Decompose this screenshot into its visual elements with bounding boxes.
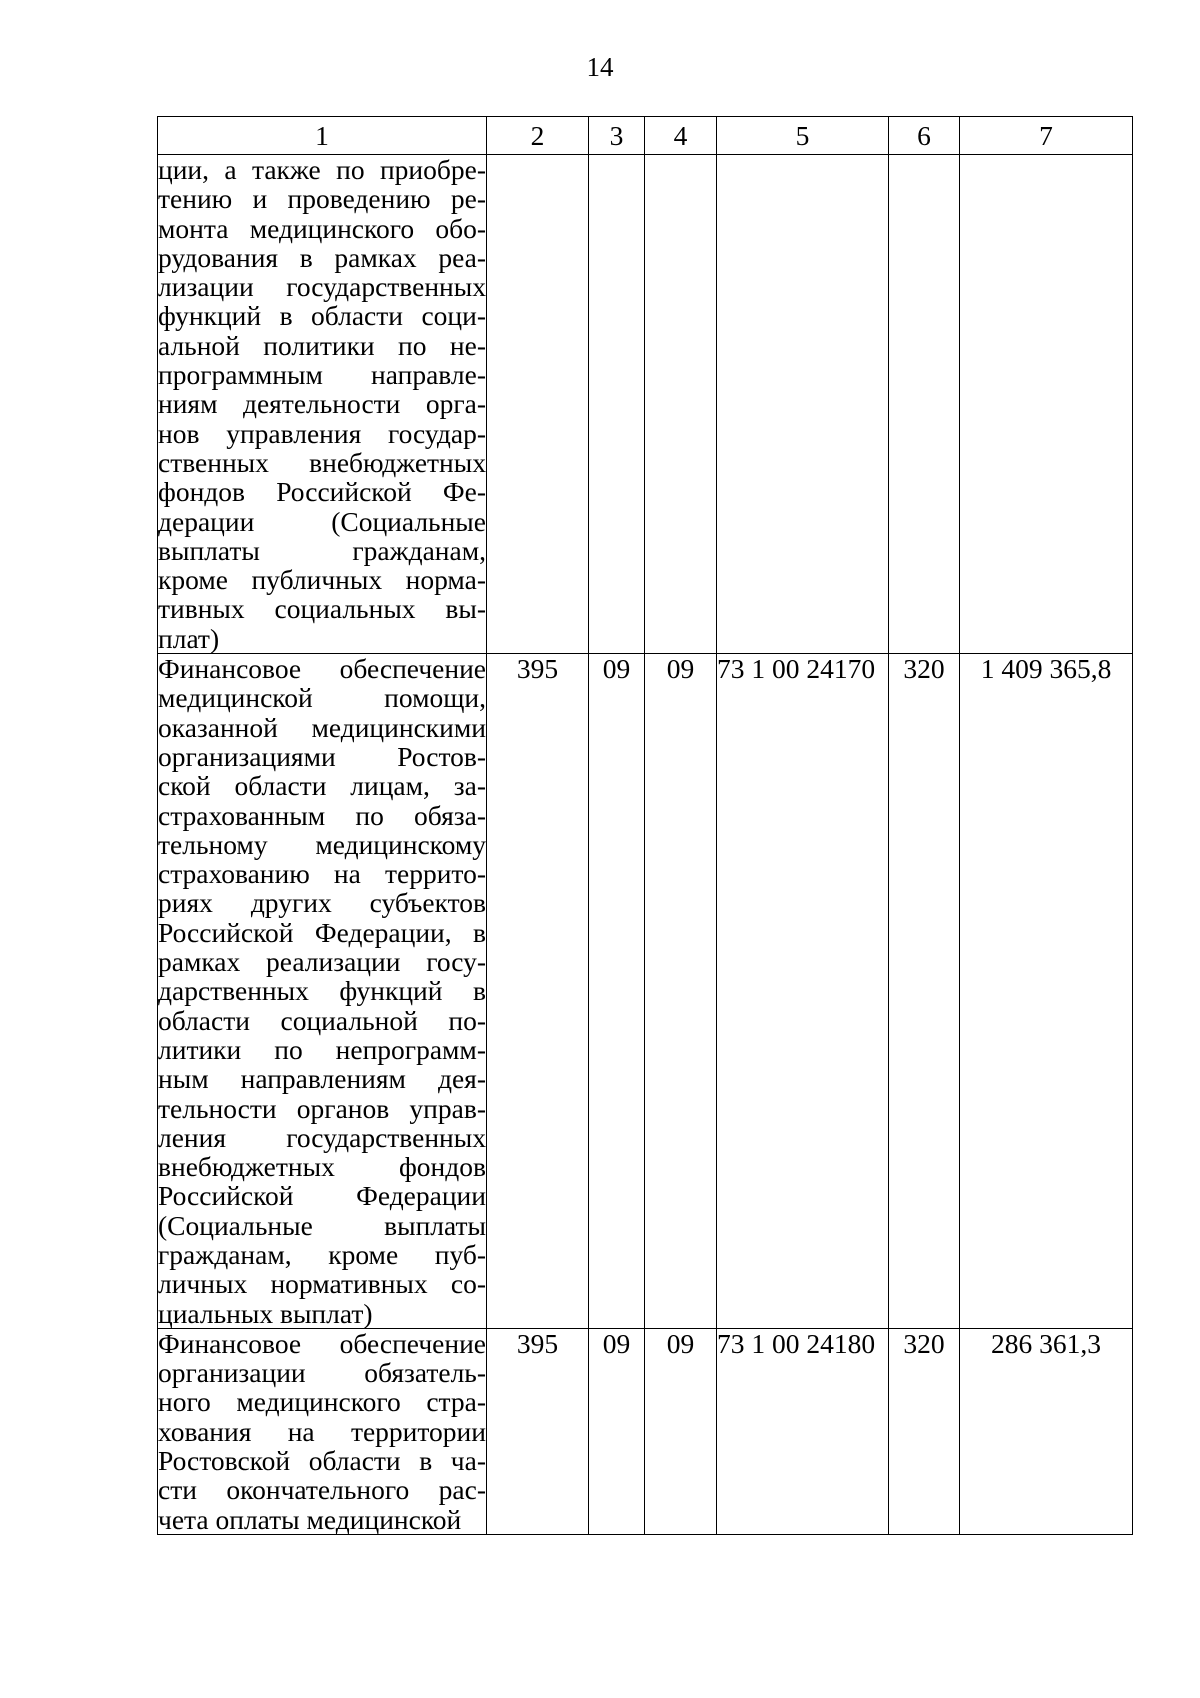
description-line: ления государственных [158, 1121, 486, 1153]
description-line: плат) [158, 622, 220, 654]
admin-code-cell: 395 [487, 1328, 589, 1534]
description-line: ской области лицам, за- [158, 770, 486, 802]
header-cell-5: 5 [717, 117, 889, 155]
section-code-cell: 09 [589, 1328, 645, 1534]
description-line: тению и проведению ре- [158, 183, 486, 215]
row-description [158, 654, 487, 1329]
description-line: кроме публичных норма- [158, 564, 486, 596]
section-code-cell [589, 155, 645, 654]
amount-cell [960, 155, 1133, 654]
row-description [158, 155, 487, 654]
description-line: (Социальные выплаты [158, 1209, 486, 1241]
expense-type-cell [889, 155, 960, 654]
table-row [158, 155, 1133, 654]
subsection-code-cell: 09 [645, 654, 717, 1329]
description-line: фондов Российской Фе- [158, 476, 486, 508]
description-line: альной политики по не- [158, 329, 486, 361]
target-article-cell: 73 1 00 24170 [717, 654, 889, 1329]
description-line: Ростовской области в ча- [158, 1445, 486, 1477]
description-line: тельному медицинскому [158, 828, 486, 860]
description-line: функций в области соци- [158, 300, 486, 332]
description-line: рудования в рамках реа- [158, 241, 486, 273]
admin-code-cell [487, 155, 589, 654]
subsection-code-cell [645, 155, 717, 654]
description-line: внебюджетных фондов [158, 1151, 486, 1183]
description-line: оказанной медицинскими [158, 711, 486, 743]
admin-code-cell: 395 [487, 654, 589, 1329]
description-line: организациями Ростов- [158, 740, 486, 772]
page-number: 14 [586, 52, 614, 82]
table-row [158, 654, 1133, 1329]
description-line: страхованию на террито- [158, 858, 486, 890]
header-cell-2: 2 [487, 117, 589, 155]
description-line: ственных внебюджетных [158, 446, 486, 478]
header-cell-1: 1 [158, 117, 487, 155]
amount-cell: 1 409 365,8 [960, 654, 1133, 1329]
description-line: медицинской помощи, [158, 682, 486, 714]
section-code-cell: 09 [589, 654, 645, 1329]
description-line: ции, а также по приобре- [158, 154, 486, 185]
description-line: риях других субъектов [158, 887, 486, 919]
amount-cell: 286 361,3 [960, 1328, 1133, 1534]
expense-type-cell: 320 [889, 1328, 960, 1534]
table-body [158, 155, 1133, 1535]
table-row [158, 1328, 1133, 1534]
header-cell-3: 3 [589, 117, 645, 155]
table-header-row [158, 117, 1133, 155]
description-line: дерации (Социальные [158, 505, 486, 537]
description-line: сти окончательного рас- [158, 1474, 486, 1506]
description-line: ного медицинского стра- [158, 1386, 486, 1418]
description-line: выплаты гражданам, [158, 534, 486, 566]
description-line: циальных выплат) [158, 1297, 373, 1329]
description-line: нов управления государ- [158, 417, 486, 449]
description-line: чета оплаты медицинской [158, 1503, 462, 1535]
description-line: страхованным по обяза- [158, 799, 486, 831]
target-article-cell [717, 155, 889, 654]
description-line: Финансовое обеспечение [158, 1327, 486, 1359]
description-line: организации обязатель- [158, 1357, 486, 1389]
header-cell-7: 7 [960, 117, 1133, 155]
description-line: лизации государственных [158, 271, 486, 303]
header-cell-4: 4 [645, 117, 717, 155]
subsection-code-cell: 09 [645, 1328, 717, 1534]
description-line: ниям деятельности орга- [158, 388, 486, 420]
expense-type-cell: 320 [889, 654, 960, 1329]
description-line: дарственных функций в [158, 975, 486, 1007]
description-line: программным направле- [158, 359, 486, 391]
budget-table [157, 116, 1133, 1535]
description-line: области социальной по- [158, 1004, 486, 1036]
description-line: тивных социальных вы- [158, 593, 486, 625]
description-line: монта медицинского обо- [158, 212, 486, 244]
description-line: литики по непрограмм- [158, 1033, 486, 1065]
description-line: тельности органов управ- [158, 1092, 486, 1124]
description-line: личных нормативных со- [158, 1268, 486, 1300]
description-line: Российской Федерации [158, 1180, 486, 1212]
description-line: ным направлениям дея- [158, 1063, 486, 1095]
header-cell-6: 6 [889, 117, 960, 155]
description-line: Российской Федерации, в [158, 916, 486, 948]
description-line: гражданам, кроме пуб- [158, 1238, 486, 1270]
description-line: Финансовое обеспечение [158, 653, 486, 685]
description-line: хования на территории [158, 1415, 486, 1447]
row-description [158, 1328, 487, 1534]
target-article-cell: 73 1 00 24180 [717, 1328, 889, 1534]
description-line: рамках реализации госу- [158, 946, 486, 978]
